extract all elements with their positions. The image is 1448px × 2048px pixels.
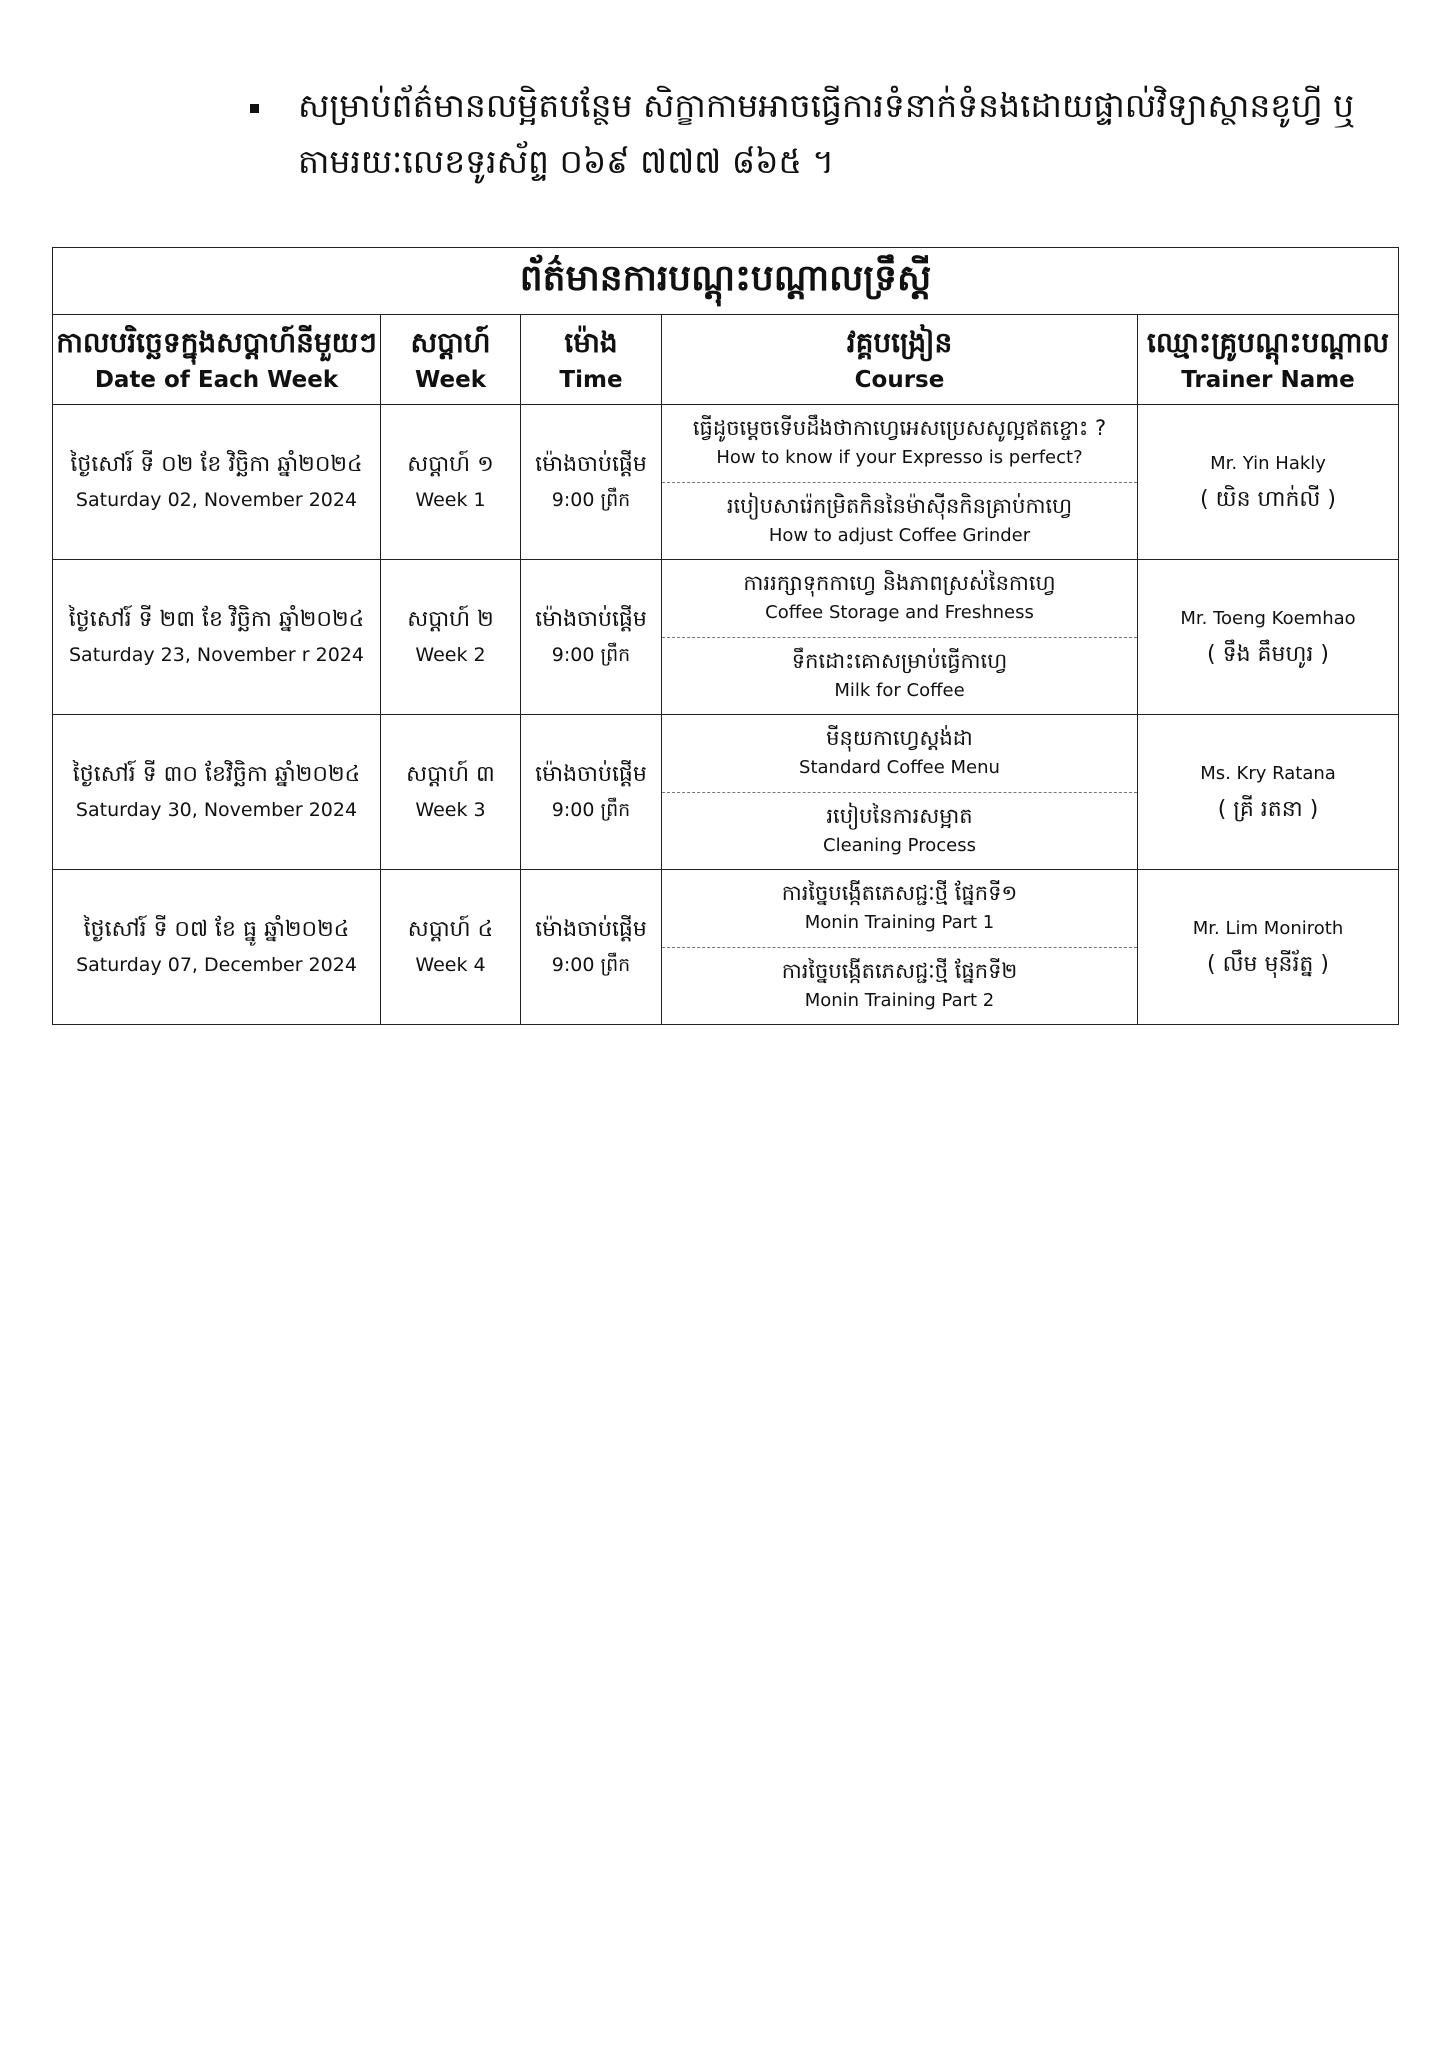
table-row [53,405,1399,483]
trainer-cell [1138,560,1399,715]
course-2-english: Monin Training Part 2 [804,989,995,1011]
trainer-khmer: ( គ្រី រតនា ) [1217,797,1319,822]
week-english: Week 4 [415,954,486,976]
course-1-khmer: ការរក្សាទុកកាហ្វេ និងភាពស្រស់នៃកាហ្វេ [743,571,1056,596]
date-cell [53,715,381,870]
time-cell [521,715,662,870]
bullet-icon [250,104,259,113]
course-1-english: How to know if your Expresso is perfect? [716,447,1083,469]
week-khmer: សប្តាហ៍ ២ [407,607,494,632]
course-1-english: Coffee Storage and Freshness [765,602,1034,624]
course-1-khmer: ធ្វើដូចម្តេចទើបដឹងថាកាហ្វេអេសប្រេសសូល្អឥតខ្ចោះ ? [692,416,1107,441]
week-khmer: សប្តាហ៍ ៤ [407,917,494,942]
date-english: Saturday 07, December 2024 [76,954,357,976]
date-khmer: ថ្ងៃសៅរ៍ ទី ០៧ ខែ ធ្នូ ឆ្នាំ២០២៤ [83,917,350,942]
course-cell-1 [662,405,1138,483]
table-row [53,560,1399,638]
trainer-english: Mr. Yin Hakly [1210,453,1326,474]
course-2-khmer: ទឹកដោះគោសម្រាប់ធ្វើកាហ្វេ [791,648,1008,673]
course-cell-1 [662,870,1138,948]
trainer-cell [1138,870,1399,1025]
date-english: Saturday 23, November r 2024 [68,644,364,666]
contact-note [250,78,1355,190]
course-2-english: How to adjust Coffee Grinder [768,524,1031,546]
week-cell [381,560,521,715]
trainer-khmer: ( យិន ហាក់លី ) [1200,487,1336,512]
date-khmer: ថ្ងៃសៅរ៍ ទី ០២ ខែ វិច្ឆិកា ឆ្នាំ២០២៤ [70,452,363,477]
week-cell [381,870,521,1025]
time-khmer: ម៉ោងចាប់ផ្តើម [535,917,647,942]
trainer-khmer: ( លឹម មុនីរ័ត្ន ) [1207,952,1329,977]
time-value: 9:00 ព្រឹក [551,644,631,666]
table-row [53,870,1399,948]
week-english: Week 3 [415,799,486,821]
date-cell [53,405,381,560]
course-1-english: Monin Training Part 1 [804,912,995,934]
trainer-cell [1138,715,1399,870]
week-cell [381,715,521,870]
trainer-english: Mr. Lim Moniroth [1192,918,1344,939]
time-khmer: ម៉ោងចាប់ផ្តើម [535,452,647,477]
week-khmer: សប្តាហ៍ ១ [407,452,494,477]
trainer-cell [1138,405,1399,560]
course-cell-1 [662,715,1138,793]
course-cell-2 [662,637,1138,715]
course-cell-2 [662,792,1138,870]
course-cell-1 [662,560,1138,638]
week-khmer: សប្តាហ៍ ៣ [406,762,495,787]
course-2-english: Milk for Coffee [834,679,965,701]
trainer-khmer: ( ទឹង គឹមហូរ ) [1207,642,1329,667]
course-1-english: Standard Coffee Menu [799,757,1000,779]
date-cell [53,560,381,715]
date-khmer: ថ្ងៃសៅរ៍ ទី ៣០ ខែវិច្ឆិកា ឆ្នាំ២០២៤ [72,762,361,787]
course-2-khmer: របៀបសារ៉េកម្រិតកិននៃម៉ាស៊ីនកិនគ្រាប់កាហ្វេ [726,493,1073,518]
header-week: សប្តាហ៍ Week [381,315,521,405]
table-row [53,715,1399,793]
week-cell [381,405,521,560]
course-2-english: Cleaning Process [823,834,976,856]
course-1-khmer: មីនុយកាហ្វេស្តង់ដា [826,726,973,751]
time-value: 9:00 ព្រឹក [551,799,631,821]
training-schedule-table [52,247,1399,1025]
contact-note-line-2: តាមរយៈលេខទូរស័ព្ទ ០៦៩ ៧៧៧ ៨៦៥ ។ [298,142,835,181]
date-cell [53,870,381,1025]
header-date: កាលបរិច្ឆេទក្នុងសប្តាហ៍នីមួយៗ Date of Each Week [53,315,381,405]
header-trainer: ឈ្មោះគ្រូបណ្តុះបណ្តាល Trainer Name [1138,315,1399,405]
trainer-english: Ms. Kry Ratana [1200,763,1336,784]
course-cell-2 [662,482,1138,560]
time-cell [521,560,662,715]
date-khmer: ថ្ងៃសៅរ៍ ទី ២៣ ខែ វិច្ឆិកា ឆ្នាំ២០២៤ [68,607,365,632]
contact-note-line-1: សម្រាប់ព័ត៌មានលម្អិតបន្ថែម សិក្ខាកាមអាចធ្វើការទំនាក់ទំនងដោយផ្ទាល់វិទ្យាស្ថានខូហ្វី ឬ [298,86,1355,125]
time-khmer: ម៉ោងចាប់ផ្តើម [535,762,647,787]
table-title: ព័ត៌មានការបណ្តុះបណ្តាលទ្រឹស្តី [53,248,1399,315]
time-cell [521,870,662,1025]
time-value: 9:00 ព្រឹក [551,954,631,976]
time-value: 9:00 ព្រឹក [551,489,631,511]
week-english: Week 1 [415,489,486,511]
table-header-row [53,315,1399,405]
course-1-khmer: ការច្នៃបង្កើតភេសជ្ជៈថ្មី ផ្នែកទី១ [781,881,1018,906]
time-cell [521,405,662,560]
header-time: ម៉ោង Time [521,315,662,405]
course-cell-2 [662,947,1138,1025]
course-2-khmer: ការច្នៃបង្កើតភេសជ្ជៈថ្មី ផ្នែកទី២ [781,958,1018,983]
header-course: វគ្គបង្រៀន Course [662,315,1138,405]
trainer-english: Mr. Toeng Koemhao [1180,608,1356,629]
course-2-khmer: របៀបនៃការសម្អាត [826,803,973,828]
time-khmer: ម៉ោងចាប់ផ្តើម [535,607,647,632]
date-english: Saturday 02, November 2024 [75,489,358,511]
week-english: Week 2 [415,644,486,666]
date-english: Saturday 30, November 2024 [75,799,358,821]
